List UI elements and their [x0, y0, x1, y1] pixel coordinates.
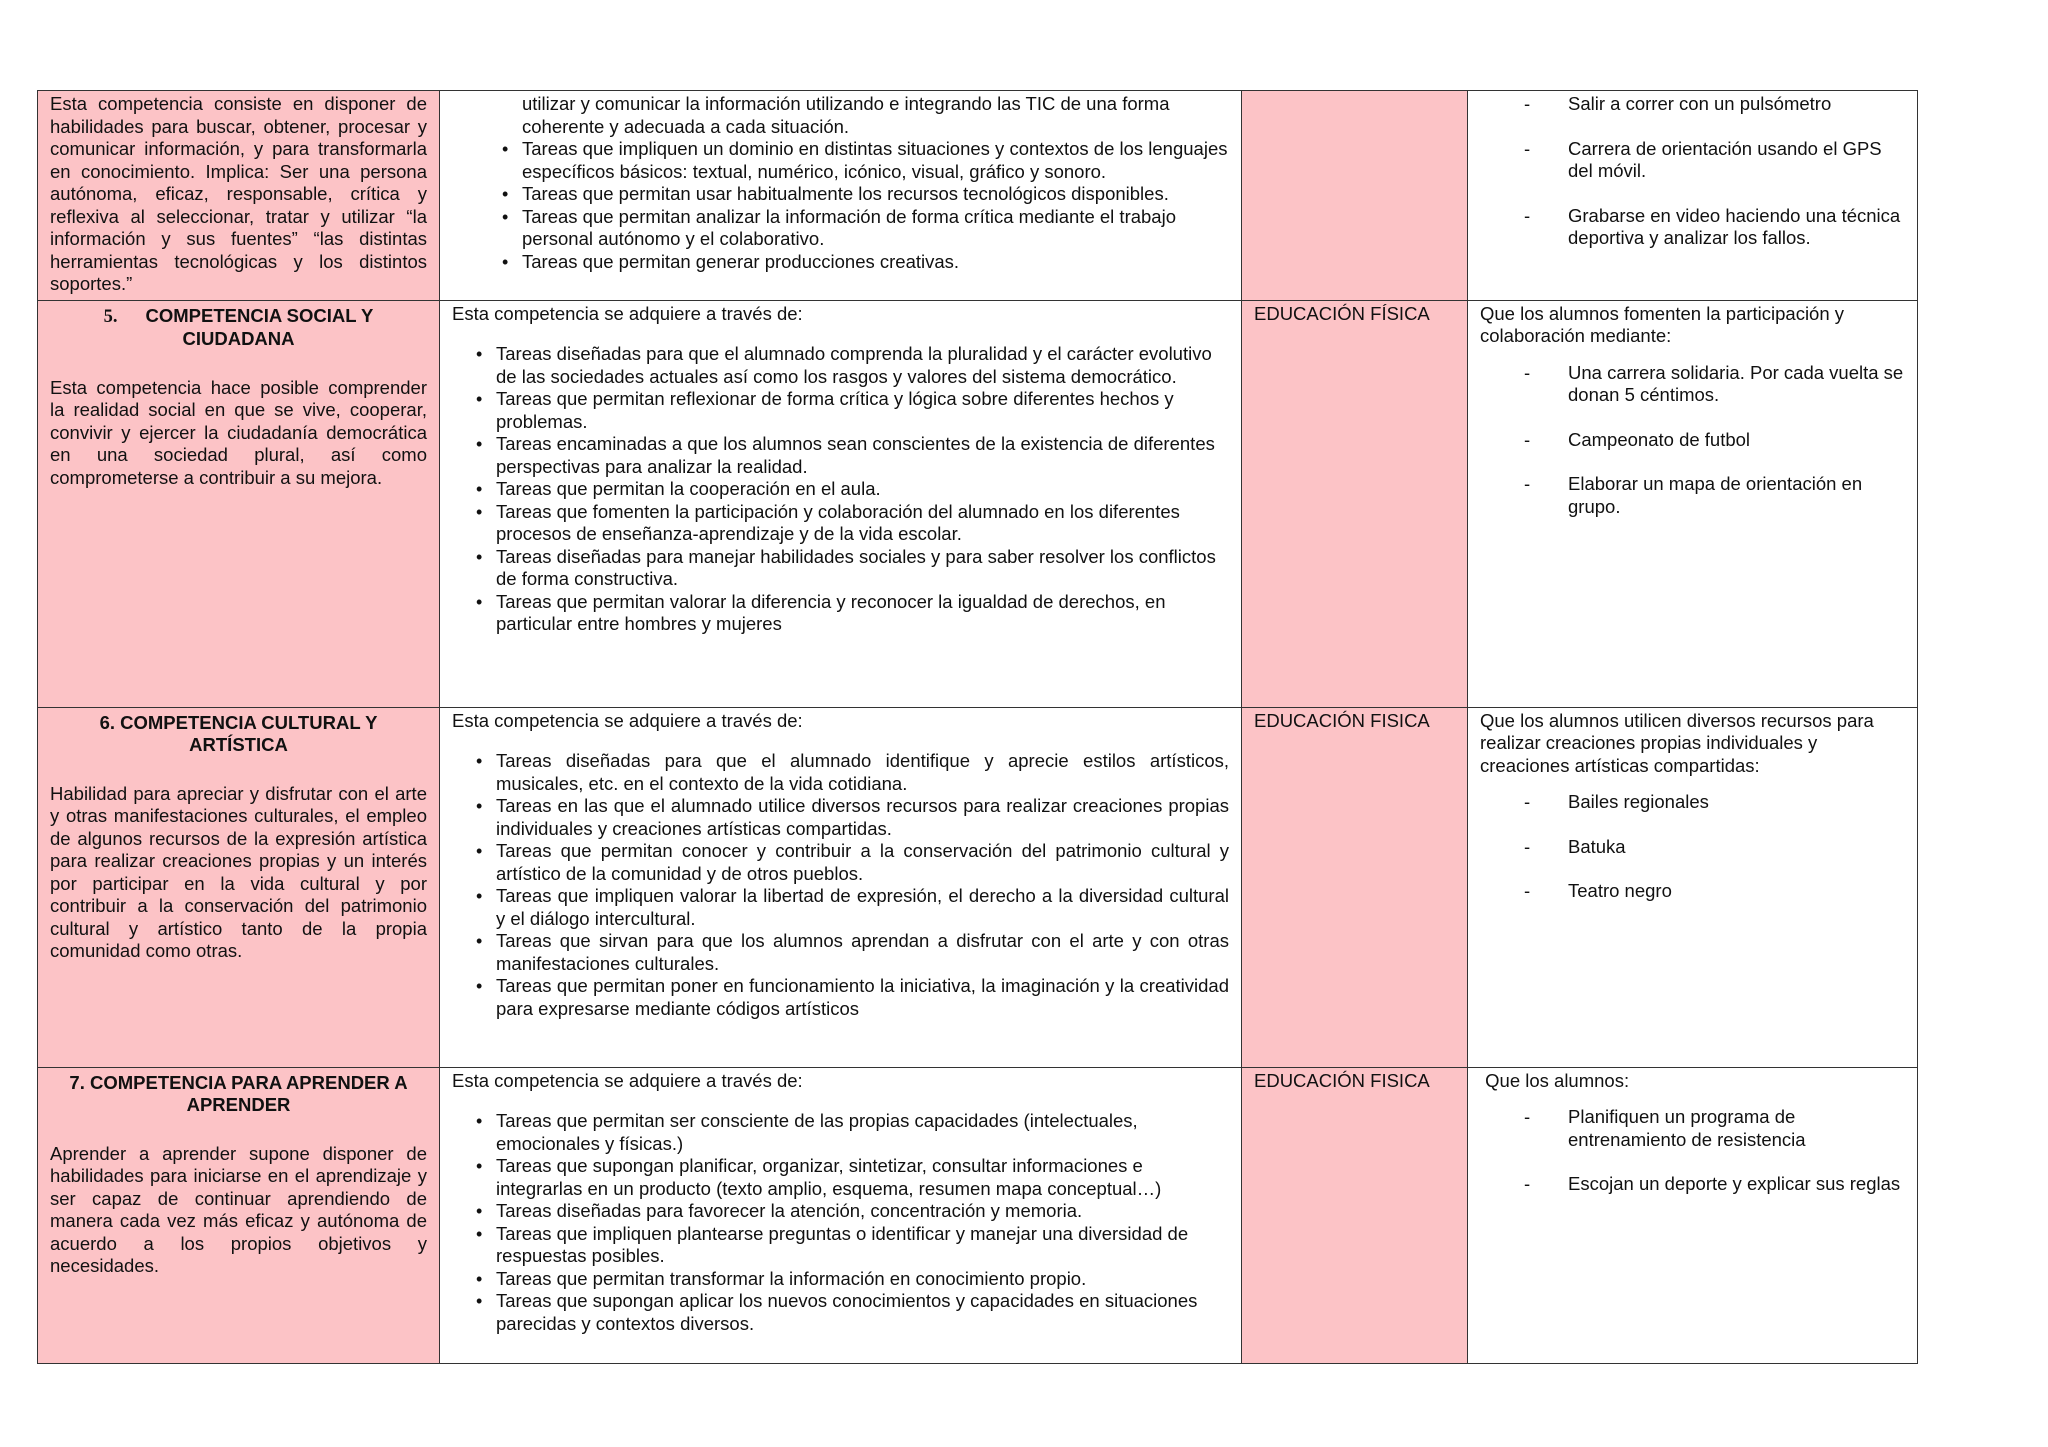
- competency-title: 6. COMPETENCIA CULTURAL Y ARTÍSTICA: [99, 711, 378, 755]
- competency-cell: [38, 707, 440, 1067]
- list-item: • Tareas encaminadas a que los alumnos sean conscientes de la existencia de diferentes perspectivas para analizar la realidad.: [496, 433, 1229, 478]
- list-item: • Tareas que supongan planificar, organizar, sintetizar, consultar informaciones e integrarlas en un producto (texto amplio, esquema, resumen mapa conceptual…): [496, 1155, 1229, 1200]
- list-item: • Tareas que impliquen valorar la libertad de expresión, el derecho a la diversidad cultural y el diálogo intercultural.: [496, 885, 1229, 930]
- competency-cell: [38, 91, 440, 301]
- activities-list: [1480, 362, 1905, 519]
- list-item: - Teatro negro: [1568, 880, 1905, 903]
- table-row: [38, 300, 1918, 707]
- activities-intro: Que los alumnos:: [1480, 1069, 1630, 1091]
- list-item: • Tareas que impliquen un dominio en distintas situaciones y contextos de los lenguajes específicos básicos: textual, numérico, icónico, visual, gráfico y sonoro.: [522, 138, 1229, 183]
- tasks-list: [452, 1110, 1229, 1335]
- tasks-cell: [440, 91, 1242, 301]
- table-row: [38, 91, 1918, 301]
- tasks-cell: [440, 707, 1242, 1067]
- list-item: • Tareas en las que el alumnado utilice diversos recursos para realizar creaciones propias individuales y creaciones artísticas compartidas.: [496, 795, 1229, 840]
- competency-number: 5.: [103, 306, 118, 327]
- tasks-cell: [440, 1067, 1242, 1363]
- competency-title: 5. COMPETENCIA SOCIAL Y CIUDADANA: [103, 304, 374, 349]
- list-item: • Tareas que permitan analizar la información de forma crítica mediante el trabajo personal autónomo y el colaborativo.: [522, 206, 1229, 251]
- list-item: • Tareas que permitan conocer y contribuir a la conservación del patrimonio cultural y artístico de la comunidad y de otros pueblos.: [496, 840, 1229, 885]
- tasks-continued-text: utilizar y comunicar la información utilizando e integrando las TIC de una forma coherente y adecuada a cada situación.: [522, 93, 1170, 137]
- list-item: • Tareas que permitan usar habitualmente los recursos tecnológicos disponibles.: [522, 183, 1229, 206]
- list-item: • Tareas diseñadas para que el alumnado comprenda la pluralidad y el carácter evolutivo de las sociedades actuales así como los rasgos y valores del sistema democrático.: [496, 343, 1229, 388]
- subject-cell: [1242, 707, 1468, 1067]
- subject-cell: [1242, 300, 1468, 707]
- list-item: - Elaborar un mapa de orientación en grupo.: [1568, 473, 1905, 518]
- list-item: • Tareas diseñadas para que el alumnado identifique y aprecie estilos artísticos, musicales, etc. en el contexto de la vida cotidiana.: [496, 750, 1229, 795]
- competency-cell: [38, 300, 440, 707]
- list-item: • Tareas que permitan generar producciones creativas.: [522, 251, 1229, 274]
- list-item: - Carrera de orientación usando el GPS del móvil.: [1568, 138, 1905, 183]
- activities-cell: [1468, 1067, 1918, 1363]
- list-item: - Bailes regionales: [1568, 791, 1905, 814]
- competency-description: Esta competencia consiste en disponer de habilidades para buscar, obtener, procesar y comunicar información, y para transformarla en conocimiento. Implica: Ser una persona autónoma, eficaz, responsable, crítica y reflexiva al seleccionar, tratar y utilizar “la información y sus fuentes” “las distintas herramientas tecnológicas y los distintos soportes.”: [50, 93, 427, 294]
- list-item: • Tareas que permitan valorar la diferencia y reconocer la igualdad de derechos, en particular entre hombres y mujeres: [496, 591, 1229, 636]
- activities-list: [1480, 791, 1905, 903]
- subject-cell: [1242, 1067, 1468, 1363]
- tasks-list: [452, 138, 1229, 273]
- list-item: • Tareas que supongan aplicar los nuevos conocimientos y capacidades en situaciones parecidas y contextos diversos.: [496, 1290, 1229, 1335]
- list-item: • Tareas que sirvan para que los alumnos aprendan a disfrutar con el arte y con otras manifestaciones culturales.: [496, 930, 1229, 975]
- activities-list: [1480, 93, 1905, 250]
- competency-description: Habilidad para apreciar y disfrutar con el arte y otras manifestaciones culturales, el empleo de algunos recursos de la expresión artística para realizar creaciones propias y un interés por participar en la vida cultural y por contribuir a la conservación del patrimonio cultural y artístico tanto de la propia comunidad como otras.: [50, 782, 427, 961]
- list-item: - Una carrera solidaria. Por cada vuelta se donan 5 céntimos.: [1568, 362, 1905, 407]
- list-item: - Batuka: [1568, 836, 1905, 859]
- activities-cell: [1468, 300, 1918, 707]
- list-item: - Salir a correr con un pulsómetro: [1568, 93, 1905, 116]
- list-item: - Campeonato de futbol: [1568, 429, 1905, 452]
- tasks-intro: Esta competencia se adquiere a través de:: [452, 1069, 803, 1091]
- list-item: • Tareas que permitan ser consciente de las propias capacidades (intelectuales, emocionales y físicas.): [496, 1110, 1229, 1155]
- tasks-intro: Esta competencia se adquiere a través de:: [452, 302, 803, 324]
- table-row: [38, 1067, 1918, 1363]
- list-item: • Tareas que permitan reflexionar de forma crítica y lógica sobre diferentes hechos y problemas.: [496, 388, 1229, 433]
- subject-label: EDUCACIÓN FISICA: [1254, 709, 1430, 731]
- competency-cell: [38, 1067, 440, 1363]
- activities-intro: Que los alumnos utilicen diversos recursos para realizar creaciones propias individuales y creaciones artísticas compartidas:: [1480, 709, 1874, 776]
- list-item: - Planifiquen un programa de entrenamiento de resistencia: [1568, 1106, 1905, 1151]
- list-item: • Tareas que fomenten la participación y colaboración del alumnado en los diferentes procesos de enseñanza-aprendizaje y de la vida escolar.: [496, 501, 1229, 546]
- list-item: • Tareas que permitan la cooperación en el aula.: [496, 478, 1229, 501]
- tasks-intro: Esta competencia se adquiere a través de:: [452, 709, 803, 731]
- competency-title: 7. COMPETENCIA PARA APRENDER A APRENDER: [69, 1071, 408, 1115]
- subject-cell: [1242, 91, 1468, 301]
- list-item: • Tareas diseñadas para manejar habilidades sociales y para saber resolver los conflictos de forma constructiva.: [496, 546, 1229, 591]
- competency-description: Esta competencia hace posible comprender la realidad social en que se vive, cooperar, convivir y ejercer la ciudadanía democrática en una sociedad plural, así como comprometerse a contribuir a su mejora.: [50, 376, 427, 488]
- list-item: • Tareas que permitan poner en funcionamiento la iniciativa, la imaginación y la creatividad para expresarse mediante códigos artísticos: [496, 975, 1229, 1020]
- table-row: [38, 707, 1918, 1067]
- list-item: - Escojan un deporte y explicar sus reglas: [1568, 1173, 1905, 1196]
- competency-description: Aprender a aprender supone disponer de habilidades para iniciarse en el aprendizaje y ser capaz de continuar aprendiendo de manera cada vez más eficaz y autónoma de acuerdo a los propios objetivos y necesidades.: [50, 1142, 427, 1276]
- list-item: • Tareas que impliquen plantearse preguntas o identificar y manejar una diversidad de respuestas posibles.: [496, 1223, 1229, 1268]
- subject-label: EDUCACIÓN FISICA: [1254, 1069, 1430, 1091]
- activities-cell: [1468, 707, 1918, 1067]
- list-item: - Grabarse en video haciendo una técnica deportiva y analizar los fallos.: [1568, 205, 1905, 250]
- tasks-cell: [440, 300, 1242, 707]
- tasks-list: [452, 343, 1229, 636]
- list-item: • Tareas que permitan transformar la información en conocimiento propio.: [496, 1268, 1229, 1291]
- list-item: • Tareas diseñadas para favorecer la atención, concentración y memoria.: [496, 1200, 1229, 1223]
- tasks-list: [452, 750, 1229, 1020]
- activities-list: [1480, 1106, 1905, 1196]
- activities-intro: Que los alumnos fomenten la participación y colaboración mediante:: [1480, 302, 1845, 346]
- subject-label: EDUCACIÓN FÍSICA: [1254, 302, 1430, 324]
- activities-cell: [1468, 91, 1918, 301]
- competencies-table: [37, 90, 1918, 1364]
